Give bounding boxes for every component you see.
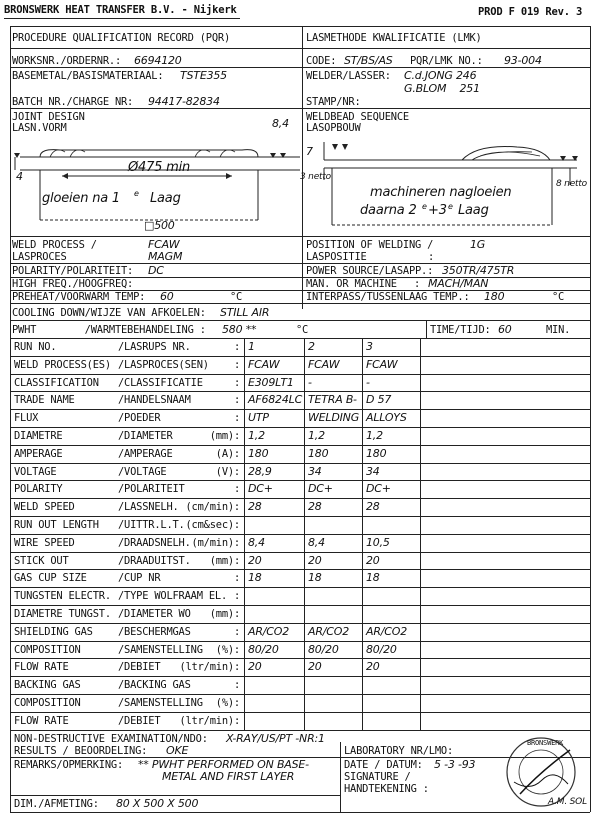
workno-value: 6694120 [134,54,182,67]
base-label: BASEMETAL/BASISMATERIAAL: [12,70,164,82]
row-label-nl: /POLARITEIT [118,483,185,496]
stamp-label: STAMP/NR: [306,96,361,108]
row-label-nl: /POEDER [118,412,161,425]
run-3-value: 34 [366,464,380,478]
row-label-en: TUNGSTEN ELECTR. [14,590,111,603]
row-unit: : [233,358,240,371]
run-1-value: 20 [248,553,262,567]
joint-design-label: JOINT DESIGN [12,111,85,123]
run-2-value: 18 [308,571,322,585]
row-label-en: TRADE NAME [14,394,75,407]
row-label-en: DIAMETRE TUNGST. [14,608,111,620]
run-1-value: 1 [248,340,255,353]
run-3-value: 28 [366,500,380,514]
row-label-nl: /UITTR.L.T. [118,519,185,531]
row-unit: (cm&sec): [185,519,240,531]
row-unit: : [233,341,240,353]
row-label-nl: /SAMENSTELLING [118,643,203,656]
signature-label: SIGNATURE / [344,771,411,783]
results-label: RESULTS / BEOORDELING: [14,745,148,757]
row-label-nl: /AMPERAGE [118,447,173,460]
row-unit: (m/min): [191,536,240,549]
run-1-value: AR/CO2 [248,624,290,638]
row-unit: (mm): [209,554,240,567]
lmk-title: LASMETHODE KWALIFICATIE (LMK) [306,32,482,44]
run-3-value: 18 [366,571,380,585]
row-label-nl: /CUP NR [118,572,161,585]
row-unit: (ltr/min): [179,661,240,674]
row-label-en: STICK OUT [14,554,69,567]
run-2-value: 20 [308,553,322,567]
time-label: TIME/TIJD: [430,324,491,336]
run-3-value: 3 [366,340,373,353]
document-reference: PROD F 019 Rev. 3 [478,6,583,18]
dim-7: 7 [306,145,313,158]
row-label-nl: /TYPE WOLFRAAM EL. [118,590,228,603]
row-label-en: RUN OUT LENGTH [14,519,99,531]
man-value: MACH/MAN [428,277,489,290]
run-2-value: 28 [308,500,322,514]
row-label-nl: /DRAADUITST. [118,554,191,567]
run-2-value: FCAW [308,357,340,371]
pol-value: DC [148,264,164,277]
dim-left: 4 [16,170,23,183]
row-label-en: WELD PROCESS(ES) [14,358,111,371]
note-right-1: machineren nagloeien [370,185,512,200]
run-2-value: 2 [308,340,315,353]
base-value: TSTE355 [180,69,227,82]
note-left-2: Laag [150,191,181,206]
run-3-value: DC+ [366,482,391,496]
man-label: MAN. OR MACHINE [306,278,397,290]
date-label: DATE / DATUM: [344,759,423,771]
row-label-nl: /DRAADSNELH. [118,536,191,549]
row-unit: : [233,394,240,407]
workno-label: WORKSNR./ORDERNR.: [12,55,122,67]
remarks-line-1: ** PWHT PERFORMED ON BASE- [138,758,309,771]
dim-500: □500 [144,219,175,232]
row-label-en: COMPOSITION [14,697,81,709]
time-value: 60 [498,323,512,336]
note-right-sup: e [422,202,427,211]
dimension-value: 80 X 500 X 500 [116,797,199,810]
row-unit: : [233,376,240,389]
interpass-value: 180 [484,290,505,303]
nde-label: NON-DESTRUCTIVE EXAMINATION/NDO: [14,733,208,745]
run-2-value: - [308,375,312,389]
cooling-value: STILL AIR [220,306,270,319]
run-1-value: 8,4 [248,535,265,549]
run-1-value: AF6824LC [248,393,303,407]
run-2-value: DC+ [308,482,333,496]
row-label-nl: /BACKING GAS [118,679,191,692]
batch-value: 94417-82834 [148,95,220,108]
batch-label: BATCH NR./CHARGE NR: [12,96,134,108]
results-value: OKE [166,744,189,757]
weldbead-sequence-drawing [302,130,590,235]
run-1-value: UTP [248,411,269,425]
run-1-value: FCAW [248,357,280,371]
run-2-value: 34 [308,464,322,478]
run-3-value: AR/CO2 [366,624,408,638]
welder-2: G.BLOM 251 [404,82,480,95]
run-3-value: 180 [366,446,387,460]
row-label-en: RUN NO. [14,341,57,353]
run-3-value: - [366,375,370,389]
run-1-value: 18 [248,571,262,585]
run-1-value: 180 [248,446,269,460]
ps-label: POWER SOURCE/LASAPP.: [306,265,434,277]
note-left-1: gloeien na 1 [42,191,121,206]
run-3-value: ALLOYS [366,411,407,425]
row-label-nl: /BESCHERMGAS [118,625,191,638]
row-unit: (A): [215,447,240,460]
pqrno-value: 93-004 [504,54,542,67]
row-unit: : [233,679,240,692]
run-1-value: DC+ [248,482,273,496]
row-unit: : [233,572,240,585]
code-label: CODE: [306,55,337,67]
stamp-signature: A.M. SOL [548,797,587,807]
row-label-en: GAS CUP SIZE [14,572,87,585]
run-3-value: 80/20 [366,642,397,656]
dim-8-4: 8,4 [272,117,289,130]
weldbead-label-nl: LASOPBOUW [306,122,361,134]
run-1-value: 80/20 [248,642,279,656]
pwht-unit: °C [296,324,309,336]
joint-design-label-nl: LASN.VORM [12,122,67,134]
row-label-en: SHIELDING GAS [14,625,93,638]
run-2-value: AR/CO2 [308,624,350,638]
row-label-nl: /VOLTAGE [118,465,167,478]
row-label-nl: /LASRUPS NR. [118,341,191,353]
row-label-en: BACKING GAS [14,679,81,692]
note-right-3: +3 [428,203,447,218]
row-label-nl: /SAMENSTELLING [118,697,203,709]
row-label-nl: /LASPROCES(SEN) [118,358,209,371]
run-1-value: 1,2 [248,429,265,442]
row-label-en: CLASSIFICATION [14,376,99,389]
note-left-sup: e [134,189,139,198]
hf-label: HIGH FREQ./HOOGFREQ: [12,278,134,290]
pwht-label: PWHT /WARMTEBEHANDELING : [12,324,206,336]
dim-8-netto: 8 netto [556,179,587,189]
ps-value: 350TR/475TR [442,264,515,277]
row-label-nl: /DIAMETER [118,430,173,442]
run-1-value: 28 [248,500,262,514]
pos-label: POSITION OF WELDING / [306,239,434,251]
note-right-sup2: e [448,202,453,211]
row-unit: : [233,625,240,638]
row-label-nl: /CLASSIFICATIE [118,376,203,389]
row-unit: : [233,483,240,496]
row-label-en: DIAMETRE [14,430,63,442]
time-unit: MIN. [546,324,571,336]
row-unit: (mm): [209,608,240,620]
run-3-value: 20 [366,553,380,567]
preheat-unit: °C [230,291,243,303]
row-unit: (%): [215,643,240,656]
remarks-label: REMARKS/OPMERKING: [14,759,124,771]
row-unit: (mm): [209,430,240,442]
pqrno-label: PQR/LMK NO.: [410,55,483,67]
run-2-value: 80/20 [308,642,339,656]
run-2-value: 180 [308,446,329,460]
run-3-value: 10,5 [366,535,390,549]
pol-label: POLARITY/POLARITEIT: [12,265,134,277]
row-label-nl: /DEBIET [118,714,161,727]
remarks-line-2: METAL AND FIRST LAYER [162,770,295,783]
run-1-value: 20 [248,660,262,674]
row-label-nl: /LASSNELH. [118,501,179,514]
cooling-label: COOLING DOWN/WIJZE VAN AFKOELEN: [12,307,206,319]
run-2-value: WELDING [308,411,360,425]
run-2-value: 8,4 [308,535,325,549]
note-right-2: daarna 2 [360,203,417,218]
row-label-en: POLARITY [14,483,63,496]
row-unit: : [233,590,240,603]
row-label-en: FLUX [14,412,39,425]
run-1-value: 28,9 [248,464,272,478]
preheat-label: PREHEAT/VOORWARM TEMP: [12,291,146,303]
pwht-value: 580 ** [222,323,257,336]
row-label-en: WELD SPEED [14,501,75,514]
row-unit: (V): [215,465,240,478]
preheat-value: 60 [160,290,174,303]
run-3-value: D 57 [366,393,392,407]
wp-label-nl: LASPROCES [12,251,67,263]
row-label-en: WIRE SPEED [14,536,75,549]
interpass-unit: °C [552,291,565,303]
run-2-value: TETRA B- [308,393,357,407]
row-label-nl: /DEBIET [118,661,161,674]
row-label-en: FLOW RATE [14,714,69,727]
run-2-value: 20 [308,660,322,674]
code-value: ST/BS/AS [344,54,393,67]
signature-label-nl: HANDTEKENING : [344,783,429,795]
row-label-en: FLOW RATE [14,661,69,674]
pos-value: 1G [470,238,486,251]
run-1-value: E309LT1 [248,375,294,389]
note-right-4: Laag [458,203,489,218]
company-name: BRONSWERK HEAT TRANSFER B.V. - Nijkerk [4,4,237,16]
row-unit: (cm/min): [185,501,240,514]
run-3-value: 20 [366,660,380,674]
row-label-en: AMPERAGE [14,447,63,460]
stamp-text: BRONSWERK [527,739,564,747]
row-unit: (ltr/min): [179,714,240,727]
interpass-label: INTERPASS/TUSSENLAAG TEMP.: [306,291,470,303]
wp-label: WELD PROCESS / [12,239,97,251]
dim-diameter: Ø475 min [128,160,191,175]
run-2-value: 1,2 [308,429,325,442]
date-value: 5 -3 -93 [434,758,476,771]
wp-value-1: FCAW [148,238,180,251]
run-3-value: 1,2 [366,429,383,442]
weldbead-label: WELDBEAD SEQUENCE [306,111,409,123]
wp-value-2: MAGM [148,250,183,263]
welder-1: C.d.JONG 246 [404,69,477,82]
row-label-nl: /HANDELSNAAM [118,394,191,407]
run-3-value: FCAW [366,357,398,371]
lab-label: LABORATORY NR/LMO: [344,745,454,757]
dim-3-netto: 3 netto [300,172,331,182]
row-unit: (%): [215,697,240,709]
row-label-en: VOLTAGE [14,465,57,478]
welder-label: WELDER/LASSER: [306,70,391,82]
nde-value: X-RAY/US/PT -NR:1 [226,732,325,745]
dimension-label: DIM./AFMETING: [14,798,99,810]
row-label-en: COMPOSITION [14,643,81,656]
pqr-title: PROCEDURE QUALIFICATION RECORD (PQR) [12,32,231,44]
row-label-nl: /DIAMETER WO [118,608,191,620]
row-unit: : [233,412,240,425]
pos-label-nl: LASPOSITIE [306,251,367,263]
